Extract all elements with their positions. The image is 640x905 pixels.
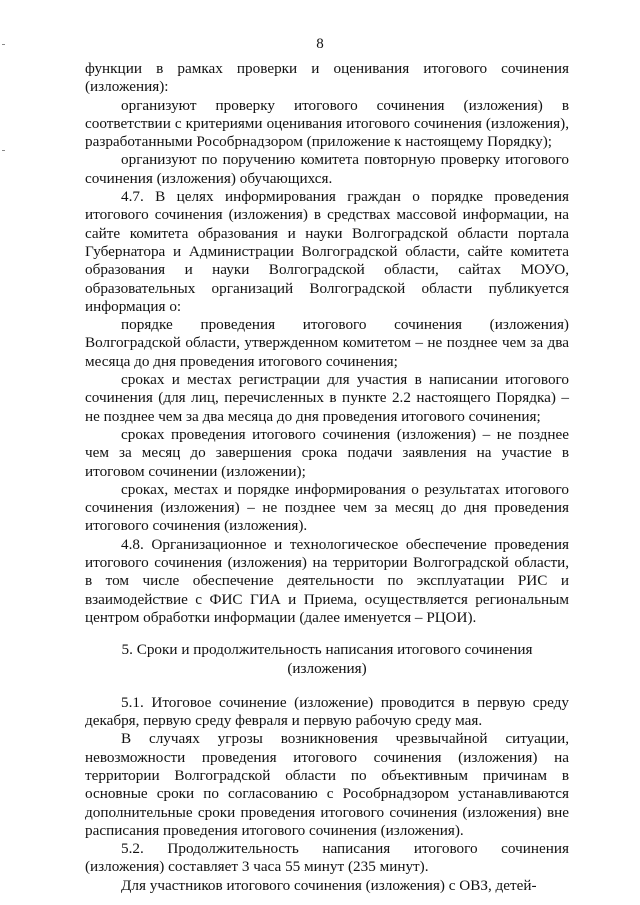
paragraph: В случаях угрозы возникновения чрезвычайной ситуации, невозможности проведения итогового сочинения (изложения) на территории Волгоградской области по объективным причинам в основные сроки по согласованию с Рособрнадзором устанавливаются дополнительные сроки проведения итогового сочинения (изложения) вне расписания проведения итогового сочинения (изложения). xyxy=(85,730,569,839)
section-heading: 5. Сроки и продолжительность написания итогового сочинения (изложения) xyxy=(121,641,533,677)
paragraph: порядке проведения итогового сочинения (изложения) Волгоградской области, утвержденном комитетом – не позднее чем за два месяца до дня проведения итогового сочинения; xyxy=(85,316,569,370)
page-number: 8 xyxy=(316,36,324,52)
paragraph: 4.8. Организационное и технологическое обеспечение проведения итогового сочинения (изложения) на территории Волгоградской области, в том числе обеспечение деятельности по эксплуатации РИС и взаимодействие с ФИС ГИА и Приема, осуществляется региональным центром обработки информации (далее именуется – РЦОИ). xyxy=(85,535,569,626)
paragraph: 4.7. В целях информирования граждан о порядке проведения итогового сочинения (изложения) в средствах массовой информации, на сайте комитета образования и науки Волгоградской области портала Губернатора и Администрации Волгоградской области, сайте комитета образования и науки Волгоградской области, сайтах МОУО, образовательных организаций Волгоградской области публикуется информация о: xyxy=(85,188,569,315)
document-body xyxy=(85,60,569,895)
paragraph: функции в рамках проверки и оценивания итогового сочинения (изложения): xyxy=(85,60,569,96)
paragraph: сроках и местах регистрации для участия в написании итогового сочинения (для лиц, перечисленных в пункте 2.2 настоящего Порядка) – не позднее чем за два месяца до дня проведения итогового сочинения; xyxy=(85,371,569,425)
paragraph: сроках, местах и порядке информирования о результатах итогового сочинения (изложения) – не позднее чем за месяц до дня проведения итогового сочинения (изложения). xyxy=(85,480,569,535)
paragraph: организуют проверку итогового сочинения (изложения) в соответствии с критериями оценивания итогового сочинения (изложения), разработанными Рособрнадзором (приложение к настоящему Порядку); xyxy=(85,96,569,151)
scan-edge-mark xyxy=(2,150,5,151)
paragraph: 5.1. Итоговое сочинение (изложение) проводится в первую среду декабря, первую среду февраля и первую рабочую среду мая. xyxy=(85,693,569,730)
paragraph: 5.2. Продолжительность написания итогового сочинения (изложения) составляет 3 часа 55 минут (235 минут). xyxy=(85,840,569,876)
paragraph: сроках проведения итогового сочинения (изложения) – не позднее чем за месяц до завершения срока подачи заявления на участие в итоговом сочинении (изложении); xyxy=(85,425,569,480)
paragraph: организуют по поручению комитета повторную проверку итогового сочинения (изложения) обучающихся. xyxy=(85,151,569,187)
paragraph: Для участников итогового сочинения (изложения) с ОВЗ, детей- xyxy=(121,876,537,894)
